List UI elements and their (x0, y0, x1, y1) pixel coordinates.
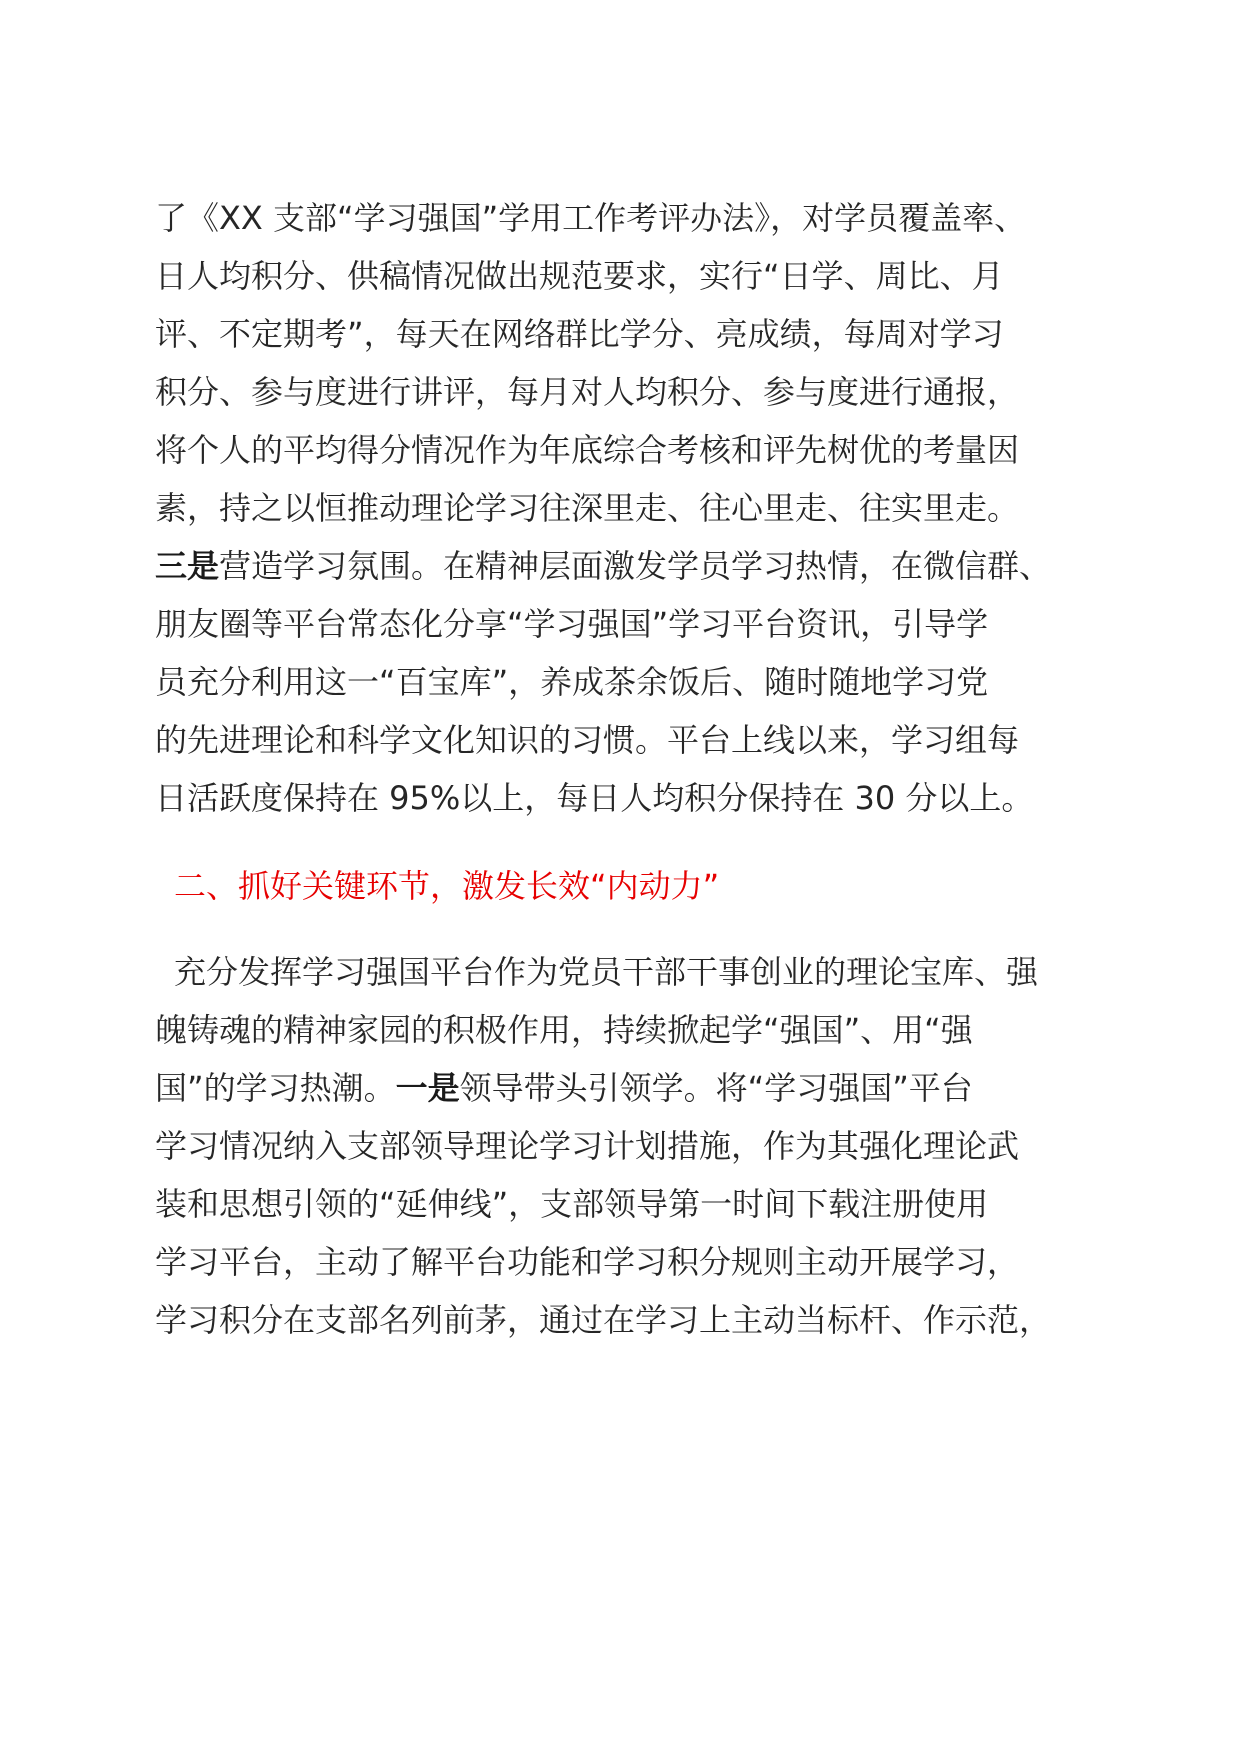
paragraph-line: 日人均积分、供稿情况做出规范要求，实行“日学、周比、月 (155, 257, 1004, 295)
paragraph-line: 员充分利用这一“百宝库”，养成茶余饭后、随时随地学习党 (155, 663, 989, 701)
paragraph-line: 日活跃度保持在 95%以上，每日人均积分保持在 30 分以上。 (155, 779, 1034, 817)
paragraph-line: 积分、参与度进行讲评，每月对人均积分、参与度进行通报， (155, 373, 1020, 411)
emphasis-text: 一是 (395, 1069, 460, 1107)
paragraph-line (155, 546, 1095, 586)
paragraph-text: 国”的学习热潮。 (155, 1069, 396, 1107)
paragraph-line: 的先进理论和科学文化知识的习惯。平台上线以来，学习组每 (155, 721, 1020, 759)
paragraph-line: 魄铸魂的精神家园的积极作用，持续掀起学“强国”、用“强 (155, 1011, 973, 1049)
paragraph-line: 将个人的平均得分情况作为年底综合考核和评先树优的考量因 (155, 431, 1020, 469)
emphasis-text: 三是 (155, 547, 220, 585)
paragraph-text: 营造学习氛围。在精神层面激发学员学习热情，在微信群、 (219, 547, 1052, 585)
section-heading: 二、抓好关键环节，激发长效“内动力” (174, 867, 720, 905)
paragraph-line: 评、不定期考”，每天在网络群比学分、亮成绩，每周对学习 (155, 315, 1004, 353)
paragraph-line: 朋友圈等平台常态化分享“学习强国”学习平台资讯，引导学 (155, 605, 989, 643)
paragraph-line: 素，持之以恒推动理论学习往深里走、往心里走、往实里走。 (155, 489, 1020, 527)
paragraph-line: 学习积分在支部名列前茅，通过在学习上主动当标杆、作示范， (155, 1301, 1052, 1339)
paragraph-line: 学习平台，主动了解平台功能和学习积分规则主动开展学习， (155, 1243, 1020, 1281)
paragraph-line: 了《XX 支部“学习强国”学用工作考评办法》，对学员覆盖率、 (155, 199, 1027, 237)
paragraph-line: 学习情况纳入支部领导理论学习计划措施，作为其强化理论武 (155, 1127, 1020, 1165)
paragraph-line (155, 1068, 1095, 1108)
paragraph-line: 充分发挥学习强国平台作为党员干部干事创业的理论宝库、强 (174, 953, 1039, 991)
paragraph-line: 装和思想引领的“延伸线”，支部领导第一时间下载注册使用 (155, 1185, 989, 1223)
paragraph-text: 领导带头引领学。将“学习强国”平台 (459, 1069, 973, 1107)
